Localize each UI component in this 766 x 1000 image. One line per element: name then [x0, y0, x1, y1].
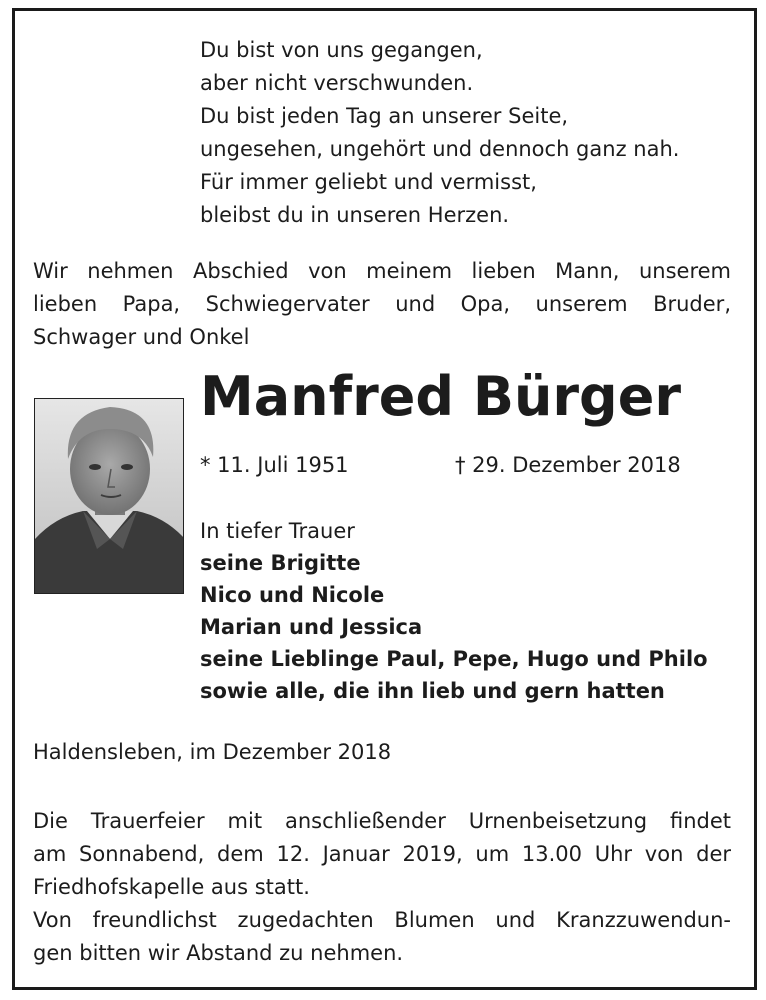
poem-line: Du bist von uns gegangen,: [200, 38, 483, 62]
mourner-line: Nico und Nicole: [200, 583, 385, 607]
funeral-line: gen bitten wir Abstand zu nehmen.: [33, 941, 404, 965]
intro-paragraph: [33, 255, 731, 354]
mourner-line: seine Brigitte: [200, 551, 361, 575]
funeral-line: Friedhofskapelle aus statt.: [33, 875, 310, 899]
mourner-line: Marian und Jessica: [200, 615, 423, 639]
intro-line: lieben Papa, Schwiegervater und Opa, unserem Bruder,: [33, 292, 731, 316]
portrait-image: [35, 399, 184, 594]
portrait-photo: [34, 398, 184, 594]
intro-line: Schwager und Onkel: [33, 325, 250, 349]
poem-line: bleibst du in unseren Herzen.: [200, 203, 510, 227]
mourner-line: seine Lieblinge Paul, Pepe, Hugo und Philo: [200, 647, 708, 671]
mourner-line: sowie alle, die ihn lieb und gern hatten: [200, 679, 665, 703]
place-and-date: Haldensleben, im Dezember 2018: [33, 740, 392, 764]
poem-line: ungesehen, ungehört und dennoch ganz nah.: [200, 137, 680, 161]
poem-line: aber nicht verschwunden.: [200, 71, 474, 95]
funeral-paragraph: [33, 805, 731, 970]
birth-date: * 11. Juli 1951: [200, 453, 349, 477]
funeral-line: Die Trauerfeier mit anschließender Urnenbeisetzung findet: [33, 809, 731, 833]
intro-line: Wir nehmen Abschied von meinem lieben Mann, unserem: [33, 259, 731, 283]
poem-line: Für immer geliebt und vermisst,: [200, 170, 537, 194]
mourners-list: [200, 515, 708, 707]
mourners-intro: In tiefer Trauer: [200, 519, 355, 543]
funeral-line: Von freundlichst zugedachten Blumen und Kranzzuwendun-: [33, 908, 731, 932]
death-date: † 29. Dezember 2018: [455, 453, 681, 477]
poem-line: Du bist jeden Tag an unserer Seite,: [200, 104, 569, 128]
poem: [200, 34, 679, 232]
deceased-name: Manfred Bürger: [200, 365, 681, 428]
funeral-line: am Sonnabend, dem 12. Januar 2019, um 13.00 Uhr von der: [33, 842, 731, 866]
